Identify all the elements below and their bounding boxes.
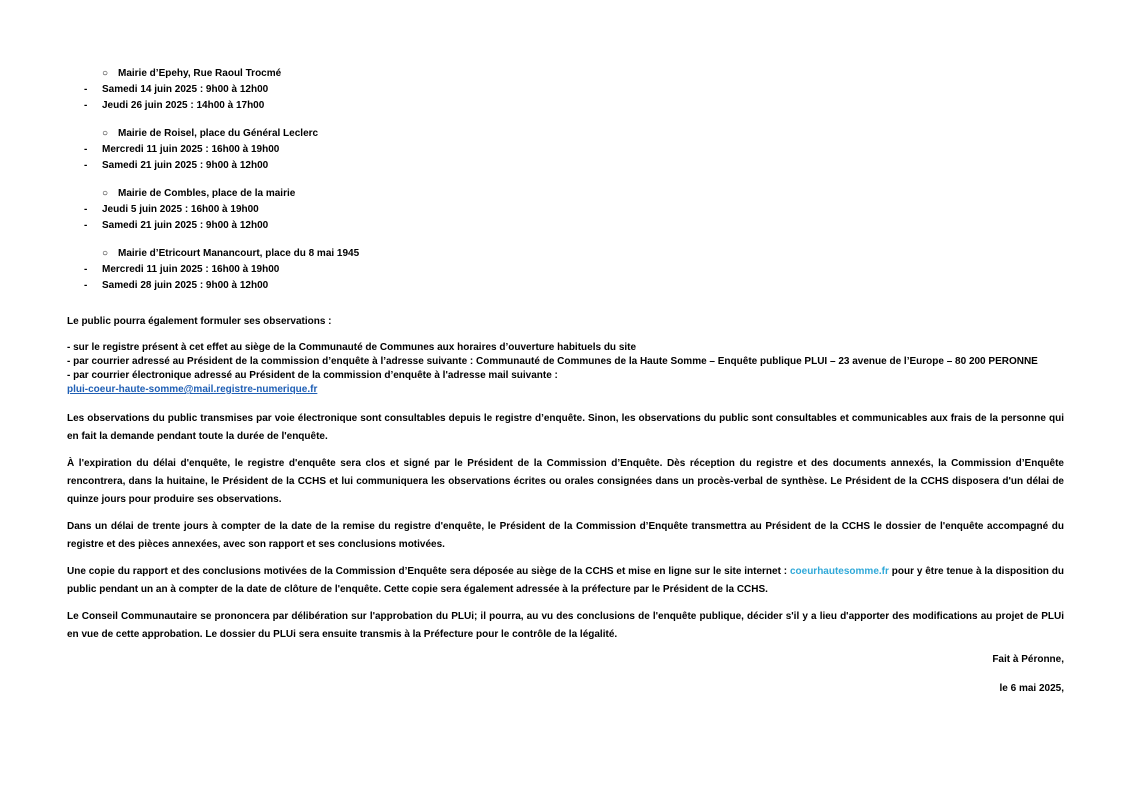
slot-item: - Samedi 14 juin 2025 : 9h00 à 12h00 [84, 82, 984, 98]
slot-item: - Mercredi 11 juin 2025 : 16h00 à 19h00 [84, 142, 984, 158]
paragraph-copie: Une copie du rapport et des conclusions motivées de la Commission d’Enquête sera déposée au siège de la CCHS et mise en ligne sur le site internet : coeurhautesomme.fr pour y être tenue à la disposition du public pendant un an à compter de la date de clôture de l'enquête. Cette copie sera également adressée à la préfecture par le Président de la CCHS. [67, 566, 1064, 595]
slot-item: - Jeudi 5 juin 2025 : 16h00 à 19h00 [84, 202, 984, 218]
dash-bullet-icon: - [84, 99, 88, 111]
signature-date: le 6 mai 2025, [999, 683, 1064, 694]
slot-item: - Samedi 21 juin 2025 : 9h00 à 12h00 [84, 218, 984, 234]
paragraph-conseil: Le Conseil Communautaire se prononcera par délibération sur l'approbation du PLUi; il pourra, au vu des conclusions de l'enquête publique, décider s'il y a lieu d'apporter des modifications au projet de PLUi en vue de cette approbation. Le dossier du PLUi sera ensuite transmis à la Préfecture pour le contrôle de la légalité. [67, 611, 1064, 640]
website-link[interactable]: coeurhautesomme.fr [789, 566, 889, 577]
venue-roisel [84, 126, 984, 173]
slot-item: - Samedi 28 juin 2025 : 9h00 à 12h00 [84, 278, 984, 294]
venue-title: ○ Mairie d’Etricourt Manancourt, place du 8 mai 1945 [84, 246, 984, 262]
email-link-row [67, 383, 1064, 397]
email-link[interactable]: plui-coeur-haute-somme@mail.registre-numerique.fr [67, 384, 318, 395]
dash-bullet-icon: - [84, 204, 88, 215]
dash-bullet-icon: - [84, 84, 88, 95]
venue-list [84, 66, 984, 306]
channel-registre: - sur le registre présent à cet effet au siège de la Communauté de Communes aux horaires d’ouverture habituels du site [67, 342, 637, 353]
body-text [67, 314, 1064, 653]
dash-bullet-icon: - [84, 279, 88, 291]
paragraph-expiration: À l'expiration du délai d'enquête, le registre d'enquête sera clos et signé par le Président de la Commission d’Enquête. Dès réception du registre et des documents annexés, la Commission d’Enquête rencontrera, dans la huitaine, le Président de la CCHS et lui communiquera les observations écrites ou orales consignées dans un procès-verbal de synthèse. Le Président de la CCHS disposera d'un délai de quinze jours pour produire ses observations. [67, 458, 1064, 505]
slot-item: - Jeudi 26 juin 2025 : 14h00 à 17h00 [84, 98, 984, 114]
venue-title: ○ Mairie d’Epehy, Rue Raoul Trocmé [84, 66, 984, 82]
slot-item: - Mercredi 11 juin 2025 : 16h00 à 19h00 [84, 262, 984, 278]
signature-block [992, 652, 1064, 710]
dash-bullet-icon: - [84, 264, 88, 275]
circle-bullet-icon: ○ [102, 188, 109, 199]
dash-bullet-icon: - [84, 159, 88, 171]
circle-bullet-icon: ○ [102, 248, 109, 259]
venue-title: ○ Mairie de Combles, place de la mairie [84, 186, 984, 202]
channel-courrier: - par courrier adressé au Président de la commission d’enquête à l’adresse suivante : Communauté de Communes de la Haute Somme – Enquête publique PLUI – 23 avenue de l’Europe – 80 200 PERONNE [67, 356, 1038, 367]
venue-epehy [84, 66, 984, 113]
channel-electronique: - par courrier électronique adressé au Président de la commission d’enquête à l'adresse mail suivante : [67, 370, 558, 381]
signature-place: Fait à Péronne, [992, 654, 1064, 665]
dash-bullet-icon: - [84, 144, 88, 155]
venue-title: ○ Mairie de Roisel, place du Général Leclerc [84, 126, 984, 142]
venue-etricourt [84, 246, 984, 293]
slot-item: - Samedi 21 juin 2025 : 9h00 à 12h00 [84, 158, 984, 174]
dash-bullet-icon: - [84, 219, 88, 231]
circle-bullet-icon: ○ [102, 68, 109, 79]
venue-combles [84, 186, 984, 233]
observations-intro: Le public pourra également formuler ses observations : [67, 316, 332, 327]
circle-bullet-icon: ○ [102, 128, 109, 139]
paragraph-consultation: Les observations du public transmises par voie électronique sont consultables depuis le registre d’enquête. Sinon, les observations du public sont consultables et communicables aux frais de la personne qui en fait la demande pendant toute la durée de l'enquête. [67, 413, 1064, 442]
paragraph-rapport: Dans un délai de trente jours à compter de la date de la remise du registre d'enquête, le Président de la Commission d’Enquête transmettra au Président de la CCHS le dossier de l'enquête accompagné du registre et des pièces annexées, avec son rapport et ses conclusions motivées. [67, 521, 1064, 550]
observation-channels [67, 341, 1064, 397]
